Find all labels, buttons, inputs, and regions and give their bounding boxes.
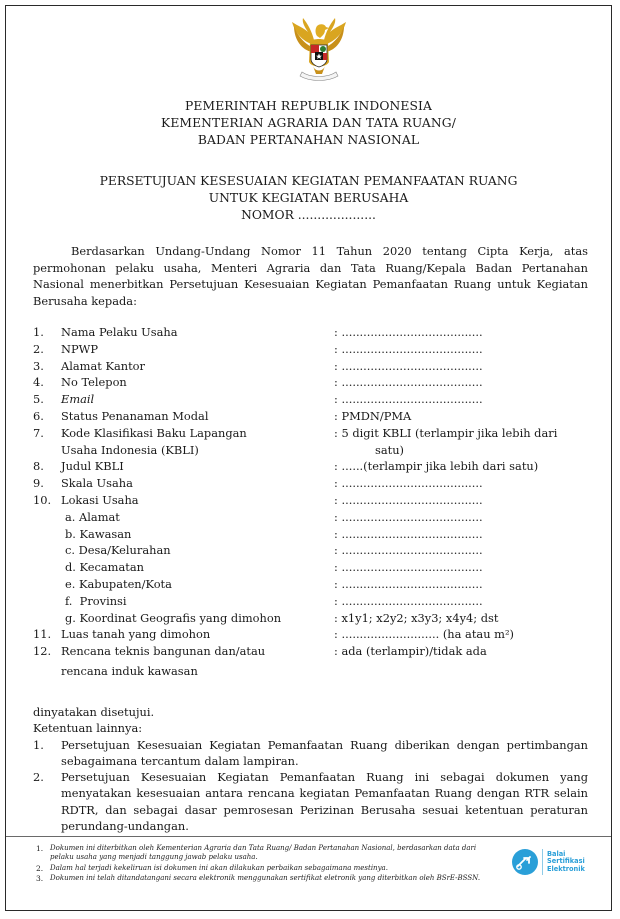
closing-section [33, 704, 588, 834]
field-row [33, 475, 593, 492]
field-sublabel: a. Alamat [65, 509, 120, 524]
field-row [33, 324, 593, 341]
footnote-item [36, 864, 496, 873]
bse-line-1: Balai [547, 849, 566, 858]
field-value: : ....................................... [334, 560, 483, 575]
field-label: Lokasi Usaha [61, 492, 139, 507]
provision-text: Persetujuan Kesesuaian Kegiatan Pemanfaatan Ruang diberikan dengan pertimbangan sebagaimana tercantum dalam lampiran. [61, 737, 588, 768]
title-line-1: PERSETUJUAN KESESUAIAN KEGIATAN PEMANFAATAN RUANG [99, 174, 518, 188]
field-label: Kode Klasifikasi Baku Lapangan [61, 425, 247, 440]
footnotes [36, 844, 496, 885]
issuer-header [6, 98, 611, 149]
field-number: 6. [33, 408, 44, 423]
field-number: 3. [33, 358, 44, 373]
field-label: No Telepon [61, 375, 127, 390]
field-row [33, 626, 593, 643]
field-sublabel: d. Kecamatan [65, 560, 144, 575]
field-value: : ....................................... [334, 375, 483, 390]
field-value-continued: satu) [375, 442, 404, 457]
field-value: : x1y1; x2y2; x3y3; x4y4; dst [334, 610, 499, 625]
field-row [33, 341, 593, 358]
provision-number: 1. [33, 737, 44, 752]
provisions-heading: Ketentuan lainnya: [33, 721, 143, 736]
field-label-continued: Usaha Indonesia (KBLI) [61, 442, 199, 457]
header-line-ministry: KEMENTERIAN AGRARIA DAN TATA RUANG/ [161, 116, 456, 130]
bse-logo [512, 842, 602, 882]
document-title [6, 173, 611, 224]
field-row [33, 492, 593, 509]
header-line-agency: BADAN PERTANAHAN NASIONAL [197, 133, 420, 147]
field-label: Luas tanah yang dimohon [61, 627, 211, 642]
field-row [33, 425, 593, 459]
field-number: 2. [33, 341, 44, 356]
field-label: Status Penanaman Modal [61, 408, 209, 423]
field-row [33, 374, 593, 391]
field-row [33, 391, 593, 408]
field-value: : 5 digit KBLI (terlampir jika lebih dari [334, 425, 558, 440]
field-sublabel: e. Kabupaten/Kota [65, 576, 172, 591]
field-subrow [33, 509, 593, 526]
provisions-list [33, 737, 588, 835]
field-label: Nama Pelaku Usaha [61, 325, 178, 339]
field-number: 9. [33, 476, 44, 491]
field-label: Alamat Kantor [61, 358, 145, 373]
bse-logo-text [547, 851, 585, 873]
field-number: 12. [33, 644, 52, 659]
document-page [5, 5, 612, 911]
field-number: 4. [33, 375, 44, 390]
garuda-pancasila-emblem-icon [284, 16, 354, 86]
field-label: Email [61, 392, 95, 407]
field-value: : ....................................... [334, 341, 483, 356]
footnote-item [36, 874, 496, 883]
field-row [33, 458, 593, 475]
title-line-2: UNTUK KEGIATAN BERUSAHA [208, 191, 409, 205]
field-sublabel: g. Koordinat Geografis yang dimohon [65, 610, 282, 625]
bse-line-3: Elektronik [547, 864, 585, 873]
footer-divider [6, 836, 611, 837]
field-label: NPWP [61, 341, 99, 356]
field-number: 1. [33, 325, 44, 339]
applicant-fields [33, 324, 593, 681]
provision-item [33, 769, 588, 834]
field-subrow [33, 526, 593, 543]
field-number: 10. [33, 492, 52, 507]
intro-paragraph [33, 243, 588, 309]
footnote-number: 3. [36, 874, 44, 884]
field-sublabel: f. Provinsi [65, 593, 127, 608]
field-value: : ....................................... [334, 492, 483, 507]
field-value: : ....................................... [334, 358, 483, 373]
field-label: Skala Usaha [61, 476, 133, 491]
field-number: 8. [33, 459, 44, 474]
field-value: : ....................................... [334, 543, 483, 558]
field-value: : ....................................... [334, 325, 483, 339]
footnote-text: Dokumen ini telah ditandatangani secara elektronik menggunakan sertifikat eletronik yang diterbitkan oleh BSrE-BSSN. [50, 874, 481, 883]
field-row [33, 643, 593, 681]
field-row [33, 358, 593, 375]
field-sublabel: b. Kawasan [65, 526, 132, 541]
field-value: : ....................................... [334, 509, 483, 524]
field-subrow [33, 559, 593, 576]
field-value: : ....................................... [334, 476, 483, 491]
field-sublabel: c. Desa/Kelurahan [65, 543, 171, 558]
field-subrow [33, 593, 593, 610]
approval-statement: dinyatakan disetujui. [33, 705, 155, 719]
field-subrow [33, 542, 593, 559]
field-row [33, 408, 593, 425]
bse-line-2: Sertifikasi [547, 857, 585, 866]
field-number: 11. [33, 627, 52, 642]
field-subrow [33, 576, 593, 593]
field-value: : ....................................... [334, 576, 483, 591]
footnote-item [36, 844, 496, 863]
certificate-key-icon [512, 849, 538, 875]
intro-text: Berdasarkan Undang-Undang Nomor 11 Tahun 2020 tentang Cipta Kerja, atas permohonan pelaku usaha, Menteri Agraria dan Tata Ruang/Kepala Badan Pertanahan Nasional menerbitkan Persetujuan Kesesuaian Kegiatan Pemanfaatan Ruang untuk Kegiatan Berusaha kepada: [33, 244, 588, 308]
field-value: : ........................... (ha atau m²) [334, 627, 514, 642]
field-label-continued: rencana induk kawasan [61, 664, 198, 679]
footnote-number: 2. [36, 863, 44, 873]
field-label: Rencana teknis bangunan dan/atau [61, 644, 266, 659]
field-value: : ....................................... [334, 392, 483, 407]
field-value: : ......(terlampir jika lebih dari satu) [334, 459, 539, 474]
field-subrow [33, 610, 593, 627]
field-number: 7. [33, 425, 44, 440]
field-value: : PMDN/PMA [334, 408, 412, 423]
document-number: NOMOR .................... [241, 208, 376, 222]
field-value: : ....................................... [334, 526, 483, 541]
field-value: : ada (terlampir)/tidak ada [334, 644, 487, 659]
provision-number: 2. [33, 770, 44, 785]
footnote-text: Dalam hal terjadi kekeliruan isi dokumen ini akan dilakukan perbaikan sebagaimana mestinya. [50, 863, 388, 872]
footnote-number: 1. [36, 844, 44, 853]
field-value: : ....................................... [334, 593, 483, 608]
logo-separator [542, 849, 543, 875]
provision-text: Persetujuan Kesesuaian Kegiatan Pemanfaatan Ruang ini sebagai dokumen yang menyatakan kesesuaian antara rencana kegiatan Pemanfaatan Ruang dengan RTR selain RDTR, dan sebagai dasar pemrosesan Perizinan Berusaha sesuai ketentuan peraturan perundang-undangan. [61, 770, 588, 834]
field-number: 5. [33, 392, 44, 407]
header-line-government: PEMERINTAH REPUBLIK INDONESIA [185, 99, 432, 113]
provision-item [33, 737, 588, 770]
field-label: Judul KBLI [61, 459, 124, 474]
footnote-text: Dokumen ini diterbitkan oleh Kementerian Agraria dan Tata Ruang/ Badan Pertanahan Nasional, berdasarkan data dari pelaku usaha yang menjadi tanggung jawab pelaku usaha. [50, 844, 477, 862]
